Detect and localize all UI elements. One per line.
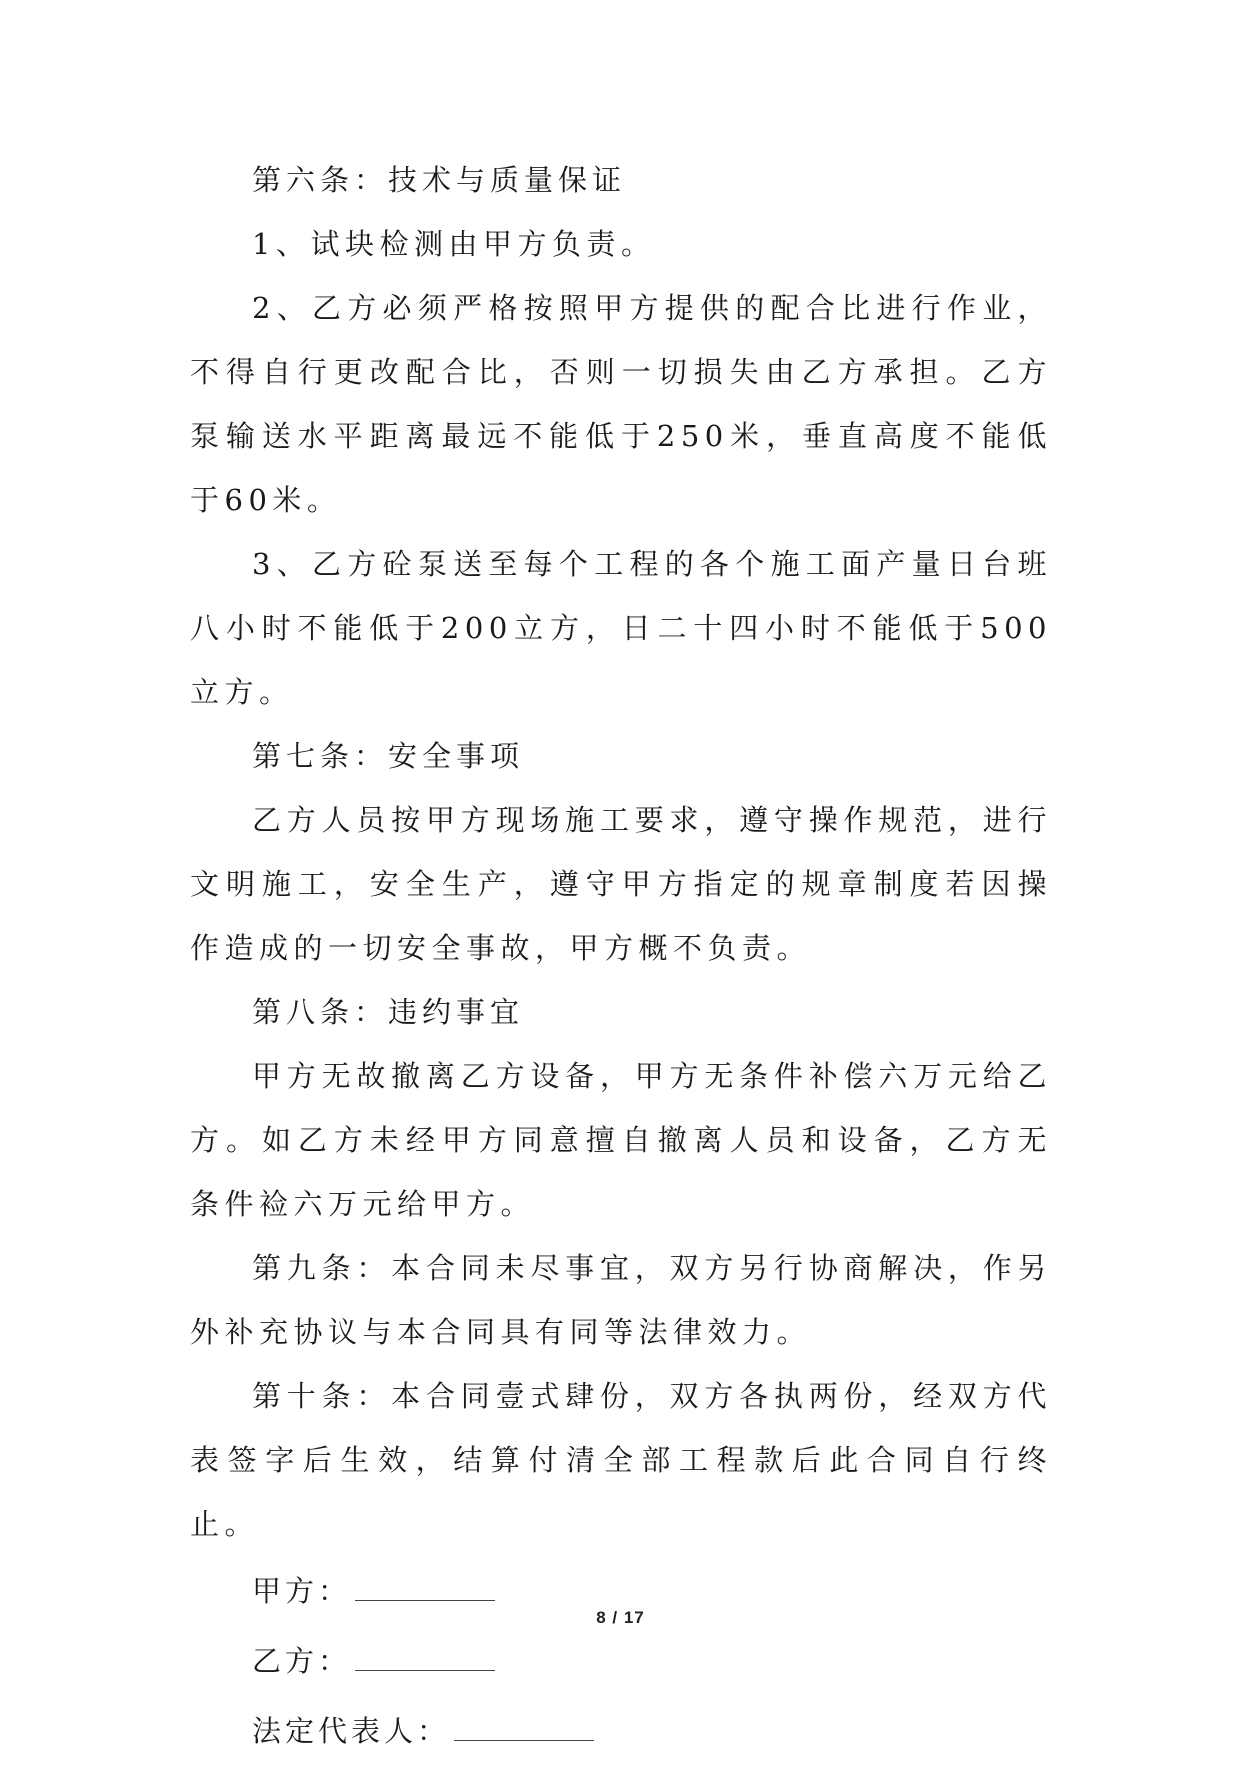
document-body xyxy=(190,148,1052,1766)
party-b-signature-line xyxy=(190,1626,1052,1696)
article-10-body: 第十条：本合同壹式肆份，双方各执两份，经双方代表签字后生效，结算付清全部工程款后此合同自行终止。 xyxy=(190,1379,1052,1541)
article-6-clause-2: 2、乙方必须严格按照甲方提供的配合比进行作业，不得自行更改配合比，否则一切损失由乙方承担。乙方泵输送水平距离最远不能低于250米，垂直高度不能低于60米。 xyxy=(190,291,1052,517)
article-8-body: 甲方无故撤离乙方设备，甲方无条件补偿六万元给乙方。如乙方未经甲方同意擅自撤离人员和设备，乙方无条件裣六万元给甲方。 xyxy=(190,1059,1052,1221)
page-number: 8 / 17 xyxy=(596,1608,645,1627)
legal-rep-signature-line xyxy=(190,1696,1052,1766)
legal-rep-blank xyxy=(454,1739,594,1741)
article-8-heading: 第八条：违约事宜 xyxy=(252,995,525,1029)
article-6-clause-1: 1、试块检测由甲方负责。 xyxy=(252,227,656,261)
party-b-blank xyxy=(355,1669,495,1671)
article-7-heading: 第七条：安全事项 xyxy=(252,739,525,773)
legal-rep-label: 法定代表人： xyxy=(252,1714,451,1748)
party-a-label: 甲方： xyxy=(252,1574,352,1608)
article-7-body: 乙方人员按甲方现场施工要求，遵守操作规范，进行文明施工，安全生产，遵守甲方指定的规章制度若因操作造成的一切安全事故，甲方概不负责。 xyxy=(190,803,1052,965)
party-a-blank xyxy=(355,1599,495,1601)
party-b-label: 乙方： xyxy=(252,1644,352,1678)
article-6-clause-3: 3、乙方砼泵送至每个工程的各个施工面产量日台班八小时不能低于200立方，日二十四小时不能低于500立方。 xyxy=(190,547,1052,709)
article-9-body: 第九条：本合同未尽事宜，双方另行协商解决，作另外补充协议与本合同具有同等法律效力。 xyxy=(190,1251,1052,1349)
article-6-heading: 第六条：技术与质量保证 xyxy=(252,163,627,197)
